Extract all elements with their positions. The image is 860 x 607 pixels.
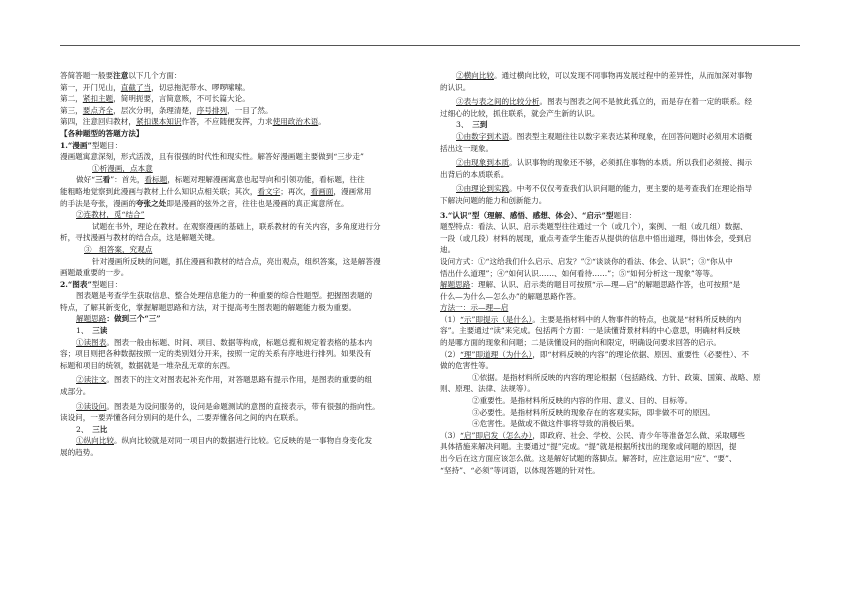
- text-run: ④危害性。是做或不做这件事将导致的消极后果。: [472, 419, 640, 429]
- text-run: 答简答题一般要: [60, 71, 114, 80]
- text-run: 则、原理、法律、法规等）。: [440, 384, 535, 394]
- text-line: [60, 325, 420, 337]
- text-run: 特点，了解其新变化，掌握解题思路和方法，对于提高考生图表题的解题能力极为重要。: [60, 302, 357, 312]
- text-run: 的是哪方面的现象和问题；二是读懂设问的指向和限定，明确设问要求回答的启示。: [440, 338, 721, 348]
- underlined-text: 序号排列: [196, 105, 228, 115]
- text-line: [440, 131, 800, 143]
- text-run: 。纵向比较就是对同一项目内的数据进行比较。它反映的是一事物自身变化发: [113, 436, 373, 446]
- text-line: [440, 268, 800, 280]
- text-run: 。通过横向比较，可以发现不同事物再发展过程中的差异性，从而加深对事物: [493, 71, 753, 80]
- bold-text: 【各种题型的答题方法】: [60, 128, 144, 138]
- text-run: 。图表型主观题往往以数字来表达某种现象，在回答问题时必须用术语概: [509, 131, 753, 141]
- text-run: 。图表是为设问服务的，设问是命题测试的意图的直接表示，带有很强的指向性。: [106, 401, 380, 411]
- text-run: 设问方式：①“这给我们什么启示、启发？”②“谈谈你的看法、体会、认识”；③“你从中: [440, 256, 733, 266]
- text-line: [60, 424, 420, 436]
- text-line: [440, 70, 800, 82]
- text-line: [60, 116, 420, 128]
- text-line: [440, 360, 800, 372]
- text-line: [440, 395, 800, 407]
- text-line: [440, 441, 800, 453]
- header-rule: [60, 45, 800, 46]
- underlined-text: ②由现象到本质: [456, 158, 510, 168]
- text-line: [60, 348, 420, 360]
- text-run: 读设问，一要弄懂各问分别问的是什么，二要弄懂各问之间的内在联系。: [60, 413, 303, 423]
- text-run: 出今后在这方面应该怎么做。这是解好试题的落脚点。解答时，应注意运用“应”、“要”、: [440, 454, 737, 463]
- underlined-text: “示”即提示（是什么）: [460, 314, 533, 324]
- underlined-text: ③读设问: [76, 401, 107, 411]
- text-line: [440, 82, 800, 94]
- text-line: [60, 360, 420, 372]
- bold-text: 注意: [113, 71, 129, 80]
- text-run: 。认识事物的现象还不够，必须抓住事物的本质。所以我们必须接、揭示: [509, 158, 753, 168]
- text-line: [440, 195, 800, 207]
- text-run: ”：首先，: [110, 175, 145, 185]
- text-line: [440, 119, 800, 131]
- bold-text: ：做到三个“三”: [106, 314, 161, 324]
- text-run: 什么—为什么—怎么办”的解题思路作答。: [440, 291, 581, 301]
- text-run: ，标题对理解漫画寓意也起导向和引领功能，看标题，往往: [167, 175, 365, 185]
- text-line: [60, 82, 420, 94]
- bold-text: 三看: [95, 175, 111, 185]
- text-line: [60, 209, 420, 221]
- text-run: 图表题是考查学生获取信息、整合处理信息能力的一种重要的综合性题型。把握图表题的: [76, 291, 373, 301]
- text-run: 1、: [76, 326, 93, 336]
- underlined-text: “理”即道理（为什么）: [460, 349, 533, 359]
- underlined-text: 看文字: [257, 186, 281, 196]
- text-line: [440, 210, 800, 222]
- text-run: “坚持”、“必须”等词语，以体现答题的针对性。: [440, 465, 600, 475]
- text-run: 型题目：: [91, 140, 123, 150]
- underlined-text: 直截了当: [120, 82, 152, 92]
- text-run: ②重要性。是指材料所反映的内容的作用、意义、目的、目标等。: [472, 396, 693, 406]
- text-run: 具体措施来解决问题。主要通过“提”完成。“提”就是根据所找出的现象或问题的原因，提: [440, 442, 737, 452]
- text-line: [60, 232, 420, 244]
- underlined-text: ②连教材，觅“结合”: [76, 210, 145, 220]
- text-run: 作答，不应随便发挥，力求: [181, 117, 273, 127]
- text-line: [440, 349, 800, 361]
- bold-text: 三到: [472, 120, 488, 130]
- text-line: [440, 291, 800, 303]
- text-line: [440, 453, 800, 465]
- bold-text: 夸张之处: [135, 198, 167, 208]
- text-run: 。图表一般由标题、时间、项目、数据等构成，标题总揽和规定着表格的基本内: [106, 337, 373, 347]
- bold-text: 2.“图表”: [60, 279, 92, 289]
- right-column: [440, 70, 800, 476]
- text-run: 第四，注意回归教材，: [60, 117, 136, 127]
- text-line: [440, 143, 800, 155]
- underlined-text: ①读图表: [76, 337, 107, 347]
- text-line: [60, 151, 420, 163]
- bold-text: 三读: [92, 326, 108, 336]
- text-line: [440, 325, 800, 337]
- bold-text: 3.“认识”型（理解、感悟、感想、体会）、“启示”型: [440, 210, 614, 220]
- text-line: [60, 302, 420, 314]
- underlined-text: ①纵向比较: [76, 436, 114, 446]
- text-run: 。图表与图表之间不是彼此孤立的，而是存在着一定的联系。经: [539, 97, 753, 107]
- text-line: [60, 447, 420, 459]
- text-line: [60, 128, 420, 140]
- text-line: [440, 183, 800, 195]
- text-run: 能粗略地觉察到此漫画与教材上什么知识点相关联；其次，: [60, 186, 258, 196]
- underlined-text: “启”即启发（怎么办）: [460, 430, 533, 440]
- text-run: 一段（或几段）材料的展现，重点考查学生能否从提供的信息中悟出道理，得出体会，受到启: [440, 233, 752, 243]
- text-run: 标题和项目的统领，数据就是一堆杂乱无章的东西。: [60, 360, 235, 370]
- text-run: 题目：: [613, 210, 637, 220]
- text-run: 以下几个方面：: [128, 71, 182, 80]
- text-run: 2、: [76, 424, 93, 434]
- text-line: [440, 407, 800, 419]
- text-run: 展的趋势。: [60, 448, 98, 457]
- text-line: [60, 279, 420, 291]
- text-run: 成部分。: [60, 387, 91, 397]
- text-line: [60, 386, 420, 398]
- text-line: [60, 140, 420, 152]
- text-line: [440, 302, 800, 314]
- text-line: [440, 383, 800, 395]
- bold-text: 三比: [92, 424, 108, 434]
- text-run: 。主要是指材料中的人物事件的特点，也就是“材料所反映的内: [532, 314, 742, 324]
- text-line: [440, 418, 800, 430]
- underlined-text: 紧扣主题: [82, 94, 114, 104]
- text-run: 做的危害性等。: [440, 361, 494, 371]
- text-run: ，一目了然。: [227, 105, 273, 115]
- underlined-text: 紧扣课本知识: [135, 117, 182, 127]
- text-run: ：理解、认识、启示类的题目可按照“示—理—启”的解题思路作答，也可按照“是: [470, 280, 741, 290]
- underlined-text: 解题思路: [440, 280, 471, 290]
- text-run: ，切忌拖泥带水、啰啰嗦嗦。: [151, 82, 250, 92]
- text-run: 容；项目则把各种数据按照一定的类别划分开来，按照一定的关系有序地进行排列。如果没有: [60, 349, 372, 359]
- text-run: 第三，: [60, 105, 83, 115]
- text-run: 漫画题寓意深刻，形式活泼，且有很强的时代性和现实性。解答好漫画题主要做到“三步走”: [60, 152, 364, 162]
- underlined-text: ③由理论到实践: [456, 184, 510, 194]
- text-line: [60, 105, 420, 117]
- text-line: [440, 256, 800, 268]
- text-line: [440, 465, 800, 477]
- text-line: [440, 244, 800, 256]
- text-run: 题型特点：看法、认识、启示类题型往往通过一个（或几个），案例、一组（或几组）数据、: [440, 222, 748, 232]
- underlined-text: ①由数字到术语: [456, 131, 510, 141]
- text-line: [440, 96, 800, 108]
- text-run: ，漫画常用: [333, 186, 372, 196]
- text-line: [440, 108, 800, 120]
- text-run: 。: [318, 117, 326, 127]
- underlined-text: ③ 组答案，究观点: [84, 244, 153, 254]
- underlined-text: ②横向比较: [456, 71, 494, 80]
- text-run: 3、: [456, 120, 473, 130]
- text-line: [440, 221, 800, 233]
- underlined-text: ①析漫画，点本意: [92, 163, 153, 173]
- text-line: [60, 186, 420, 198]
- text-line: [440, 314, 800, 326]
- text-run: 试题在书外，理论在教材。在观察漫画的基础上，联系教材的有关内容，多角度进行分: [92, 221, 381, 231]
- text-line: [60, 93, 420, 105]
- text-run: （2）: [440, 349, 461, 359]
- text-line: [440, 233, 800, 245]
- text-line: [60, 163, 420, 175]
- text-line: [60, 290, 420, 302]
- text-run: 画题最重要的一步。: [60, 268, 129, 278]
- text-line: [60, 198, 420, 210]
- text-run: 。图表下的注文对图表起补充作用，对答题思路有提示作用，是图表的重要的组: [106, 375, 373, 385]
- text-line: [60, 337, 420, 349]
- text-line: [60, 313, 420, 325]
- underlined-text: 方法一：示—理—启: [440, 303, 509, 313]
- text-run: 做好“: [76, 175, 96, 185]
- text-run: 的认识。: [440, 82, 471, 92]
- text-line: [60, 435, 420, 447]
- bold-text: 1.“漫画”: [60, 140, 92, 150]
- text-line: [440, 337, 800, 349]
- text-run: 下解决问题的能力和创新能力。: [440, 195, 547, 205]
- text-run: 容”。主要通过“读”来完成。包括两个方面：一是读懂背景材料的中心意思，明确材料反映: [440, 326, 741, 336]
- text-run: （1）: [440, 314, 461, 324]
- text-line: [60, 267, 420, 279]
- text-line: [60, 70, 420, 82]
- text-run: ，简明扼要，言简意赅，不可长篇大论。: [113, 94, 250, 104]
- text-run: 括出这一现象。: [440, 143, 494, 153]
- text-run: 。中考不仅仅考查我们认识问题的能力，更主要的是考查我们在理论指导: [509, 184, 753, 194]
- text-run: 过细心的比较，抓住联系，就会产生新的认识。: [440, 108, 600, 118]
- underlined-text: 要点齐全: [82, 105, 114, 115]
- text-line: [440, 279, 800, 291]
- text-run: ；再次，: [280, 186, 311, 196]
- underlined-text: ②读注文: [76, 375, 107, 385]
- underlined-text: 使用政治术语: [272, 117, 319, 127]
- text-run: 即是漫画的弦外之音，往往也是漫画的真正寓意所在。: [166, 198, 349, 208]
- text-line: [60, 244, 420, 256]
- text-run: 悟出什么道理”；④“如何认识……、如何看待……”；⑤“如何分析这一现象”等等。: [440, 268, 718, 278]
- text-run: ，即政府、社会、学校、公民、青少年等准备怎么做、采取哪些: [532, 430, 745, 440]
- text-run: 出背后的本质联系。: [440, 169, 509, 179]
- text-line: [440, 430, 800, 442]
- underlined-text: 解题思路: [76, 314, 107, 324]
- left-column: [60, 70, 420, 459]
- text-run: 型题目：: [91, 279, 123, 289]
- text-run: 析，寻找漫画与教材的结合点，这是解题关键。: [60, 233, 220, 243]
- text-run: ③必要性。是指材料所反映的现象存在的客观实际，即非做不可的原因。: [472, 407, 715, 417]
- text-line: [440, 169, 800, 181]
- underlined-text: 看标题: [144, 175, 168, 185]
- text-run: 的手法是夸张，漫画的: [60, 198, 136, 208]
- text-run: ，层次分明，条理清楚，: [113, 105, 197, 115]
- underlined-text: 看画面: [310, 186, 334, 196]
- text-line: [60, 401, 420, 413]
- text-run: 迪。: [440, 245, 456, 255]
- text-line: [440, 157, 800, 169]
- text-line: [440, 372, 800, 384]
- text-line: [60, 256, 420, 268]
- text-run: ，即“材料反映的内容”的理论依据、原因、重要性（必要性）、不: [532, 349, 749, 359]
- text-line: [60, 221, 420, 233]
- text-run: 第一，开门见山，: [60, 82, 121, 92]
- text-run: （3）: [440, 430, 461, 440]
- text-run: 第二，: [60, 94, 83, 104]
- text-run: ①依据。是指材料所反映的内容的理论根据（包括路线、方针、政策、国策、战略、原: [472, 372, 761, 382]
- text-line: [60, 174, 420, 186]
- text-run: 针对漫画所反映的问题，抓住漫画和教材的结合点，亮出观点，组织答案，这是解答漫: [92, 256, 381, 266]
- text-line: [60, 374, 420, 386]
- text-line: [60, 412, 420, 424]
- underlined-text: ③表与表之间的比较分析: [456, 97, 540, 107]
